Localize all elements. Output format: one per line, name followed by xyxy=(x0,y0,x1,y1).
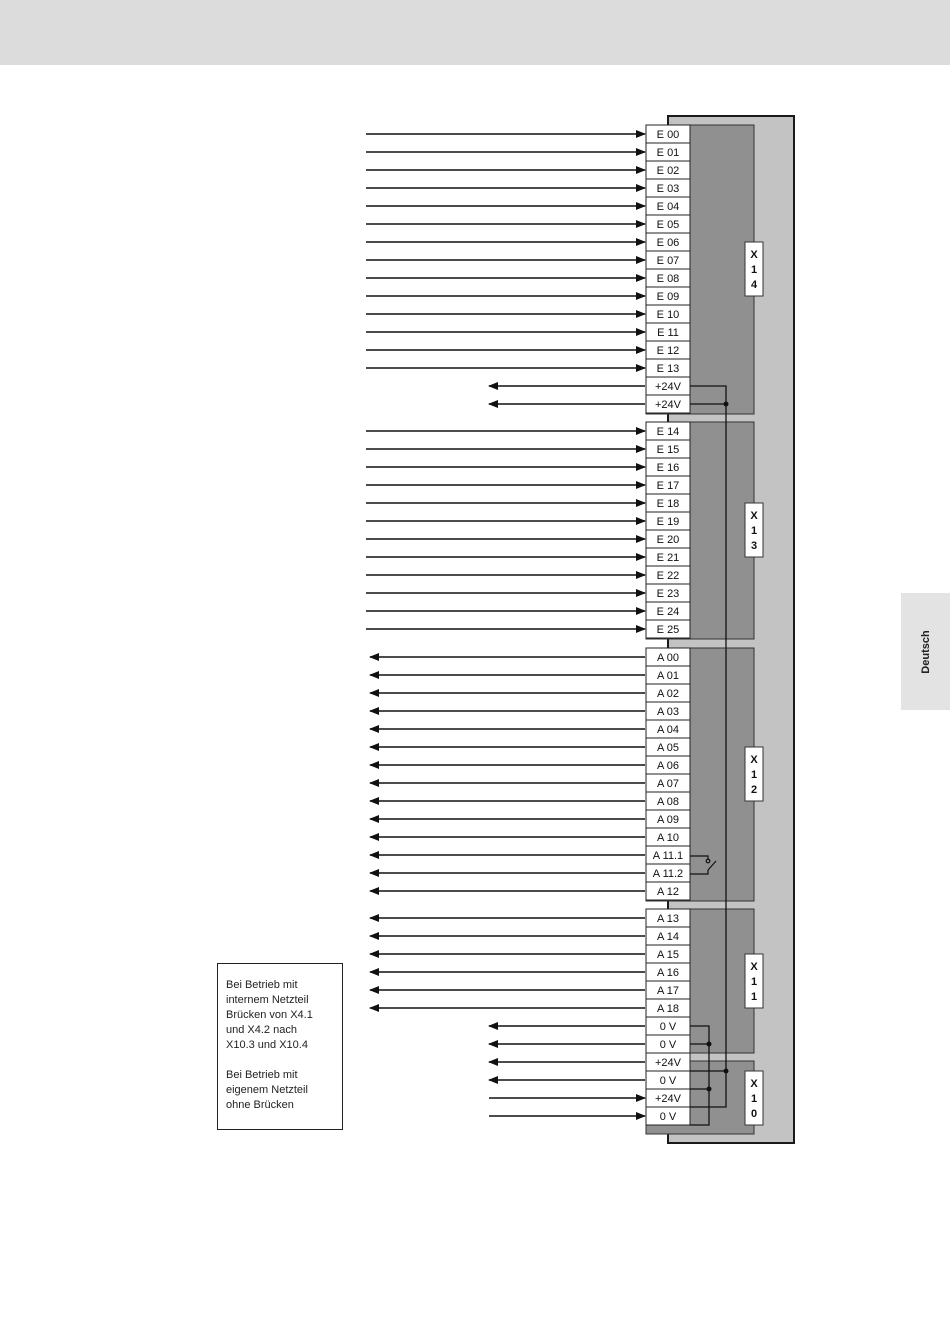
terminal-label: A 10 xyxy=(656,832,680,844)
terminal-label: A 18 xyxy=(656,1003,680,1015)
terminal-label: A 04 xyxy=(656,724,680,736)
terminal-label: E 20 xyxy=(656,534,680,546)
terminal-label: +24V xyxy=(655,381,681,393)
svg-text:X: X xyxy=(750,961,758,973)
terminal-label: A 16 xyxy=(656,967,680,979)
note-line: Bei Betrieb mit xyxy=(226,1069,298,1081)
terminal-label: E 08 xyxy=(656,273,680,285)
terminal-label: A 12 xyxy=(656,886,680,898)
terminal-label: +24V xyxy=(655,1093,681,1105)
connector-label-x13 xyxy=(745,503,763,557)
terminal-label: E 24 xyxy=(656,606,680,618)
terminal-label: 0 V xyxy=(659,1075,677,1087)
terminal-label: A 13 xyxy=(656,913,680,925)
svg-text:1: 1 xyxy=(750,991,758,1003)
note-line: Bei Betrieb mit xyxy=(226,979,298,991)
terminal-label: E 06 xyxy=(656,237,680,249)
terminal-label: E 14 xyxy=(656,426,680,438)
terminal-label: A 09 xyxy=(656,814,680,826)
terminal-label: E 18 xyxy=(656,498,680,510)
terminal-label: A 07 xyxy=(656,778,680,790)
terminal-label: E 11 xyxy=(657,327,679,339)
terminal-label: A 11.2 xyxy=(652,868,684,880)
terminal-label: A 08 xyxy=(656,796,680,808)
note-line: internem Netzteil xyxy=(226,994,309,1006)
terminal-label: E 05 xyxy=(656,219,680,231)
terminal-label: E 12 xyxy=(656,345,680,357)
svg-text:2: 2 xyxy=(750,784,758,796)
svg-text:X: X xyxy=(750,510,758,522)
terminal-label: A 06 xyxy=(656,760,680,772)
terminal-label: E 23 xyxy=(656,588,680,600)
connector-label-x10 xyxy=(745,1071,763,1125)
note-line: ohne Brücken xyxy=(226,1099,294,1111)
terminal-label: E 13 xyxy=(656,363,680,375)
terminal-label: E 01 xyxy=(656,147,680,159)
terminal-label: +24V xyxy=(655,399,681,411)
note-line: eigenem Netzteil xyxy=(226,1084,308,1096)
terminal-label: A 02 xyxy=(656,688,680,700)
svg-text:X: X xyxy=(750,249,758,261)
terminal-label: E 07 xyxy=(656,255,680,267)
note-line: Brücken von X4.1 xyxy=(226,1009,313,1021)
terminal-label: 0 V xyxy=(659,1111,677,1123)
terminal-label: 0 V xyxy=(659,1021,677,1033)
terminal-label: E 15 xyxy=(656,444,680,456)
svg-text:X: X xyxy=(750,754,758,766)
terminal-label: E 25 xyxy=(656,624,680,636)
terminal-label: E 22 xyxy=(656,570,680,582)
terminal-label: A 14 xyxy=(656,931,680,943)
terminal-label: +24V xyxy=(655,1057,681,1069)
terminal-label: E 10 xyxy=(656,309,680,321)
terminal-label: 0 V xyxy=(659,1039,677,1051)
terminal-label: A 03 xyxy=(656,706,680,718)
terminal-label: A 05 xyxy=(656,742,680,754)
terminal-label: E 04 xyxy=(656,201,680,213)
terminal-label: E 17 xyxy=(656,480,680,492)
terminal-label: A 15 xyxy=(656,949,680,961)
terminal-label: E 21 xyxy=(656,552,680,564)
svg-text:0: 0 xyxy=(750,1108,758,1120)
note-line: X10.3 und X10.4 xyxy=(226,1039,308,1051)
terminal-label: E 09 xyxy=(656,291,680,303)
terminal-label: A 01 xyxy=(656,670,680,682)
signal-lines xyxy=(366,134,645,1116)
terminal-label: E 16 xyxy=(656,462,680,474)
terminal-label: A 17 xyxy=(656,985,680,997)
terminal-label: E 00 xyxy=(656,129,680,141)
svg-text:1: 1 xyxy=(750,1093,758,1105)
terminal-label: A 00 xyxy=(656,652,680,664)
svg-text:1: 1 xyxy=(750,769,758,781)
language-tab-label: Deutsch xyxy=(919,629,932,674)
connector-label-x14 xyxy=(745,242,763,296)
svg-text:1: 1 xyxy=(750,525,758,537)
svg-text:1: 1 xyxy=(750,976,758,988)
bridge-note xyxy=(217,963,343,1130)
terminal-label: E 02 xyxy=(656,165,680,177)
terminal-label: E 19 xyxy=(656,516,680,528)
connector-label-x11 xyxy=(745,954,763,1008)
svg-text:4: 4 xyxy=(750,279,758,291)
svg-text:X: X xyxy=(750,1078,758,1090)
terminal-strip xyxy=(646,125,690,1125)
terminal-label: A 11.1 xyxy=(652,850,684,862)
terminal-label: E 03 xyxy=(656,183,680,195)
connector-label-x12 xyxy=(745,747,763,801)
note-line: und X4.2 nach xyxy=(226,1024,297,1036)
svg-text:1: 1 xyxy=(750,264,758,276)
svg-text:3: 3 xyxy=(750,540,758,552)
